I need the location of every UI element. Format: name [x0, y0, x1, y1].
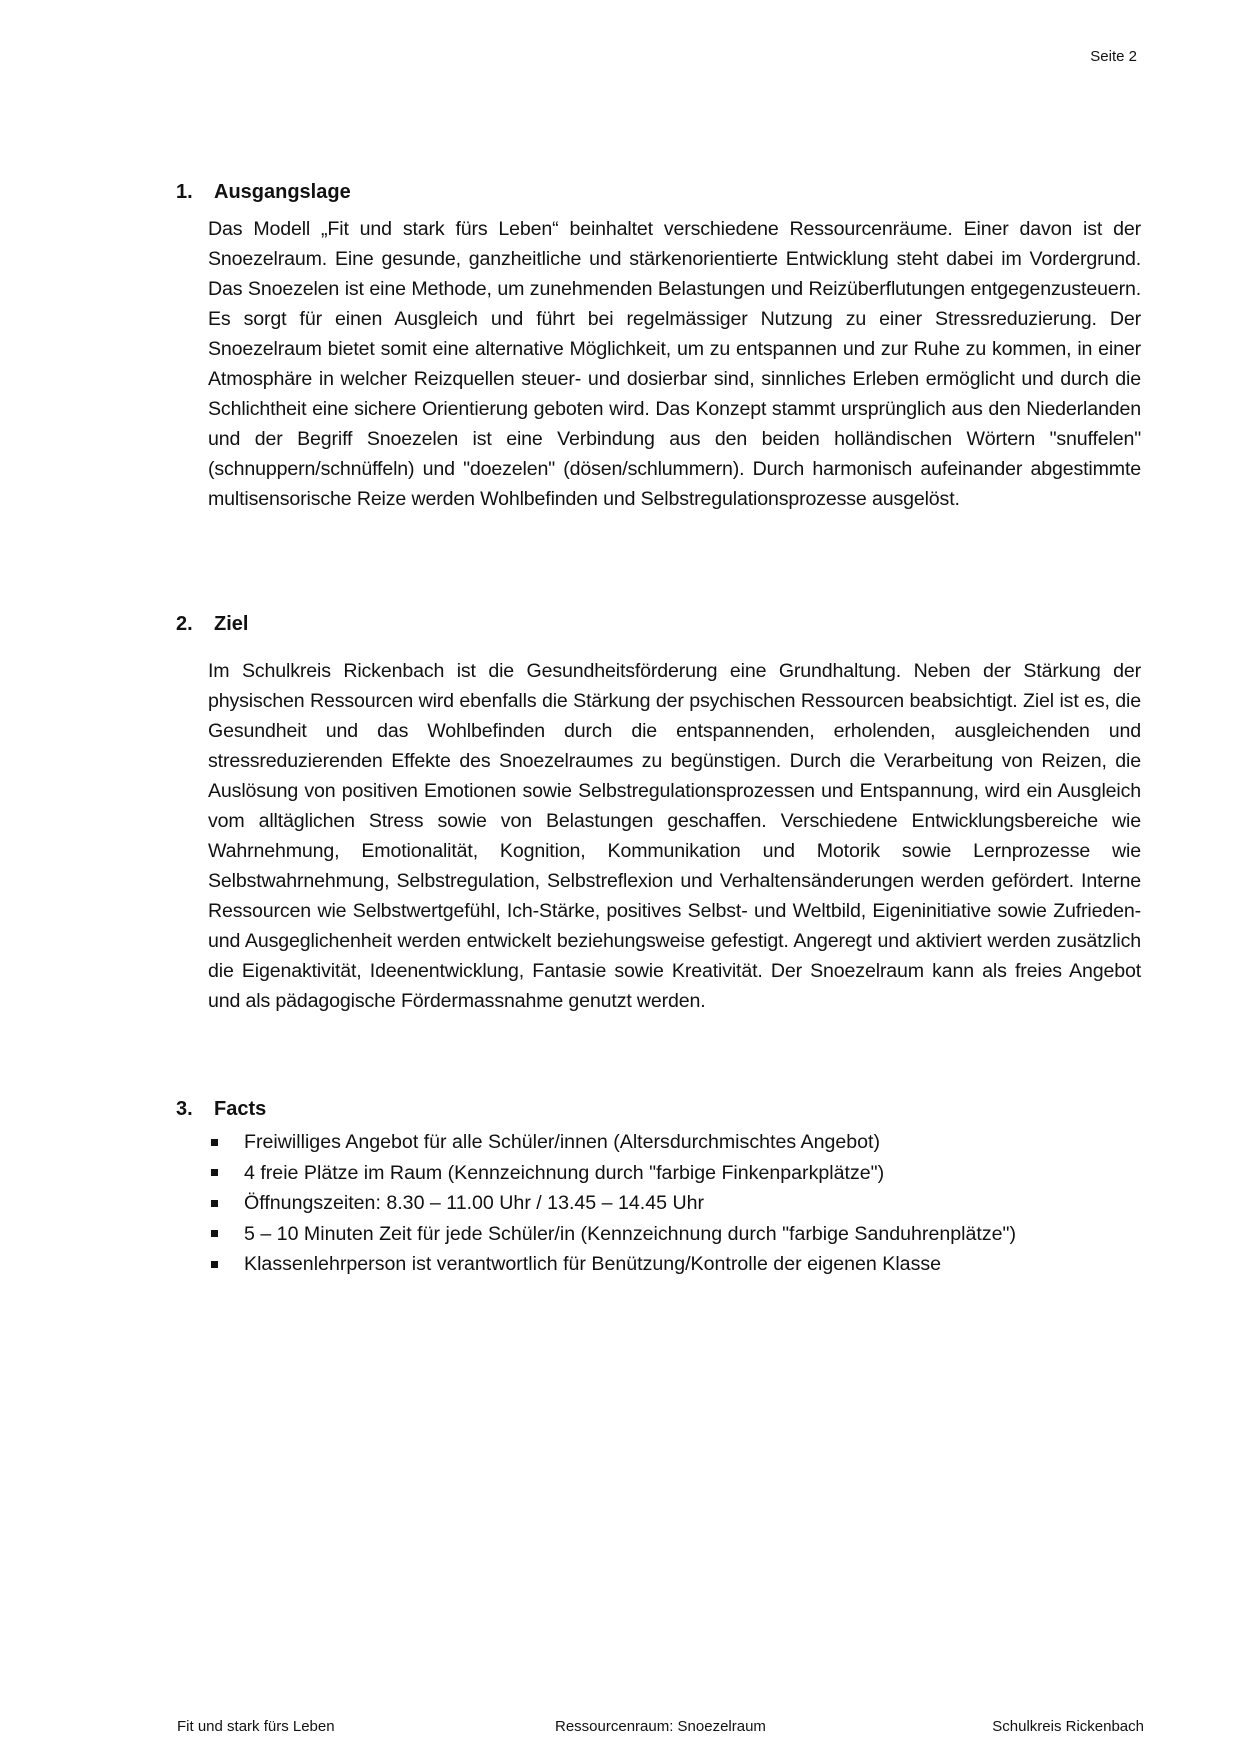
list-item-text: Klassenlehrperson ist verantwortlich für Benützung/Kontrolle der eigenen Klasse	[244, 1253, 942, 1275]
section-heading	[176, 1098, 1141, 1121]
section-title: Ausgangslage	[214, 181, 351, 203]
section-facts	[176, 1098, 1141, 1280]
square-bullet-icon	[211, 1200, 218, 1207]
section-number: 2.	[176, 613, 193, 635]
section-number: 1.	[176, 181, 193, 203]
square-bullet-icon	[211, 1169, 218, 1176]
section-title: Facts	[214, 1098, 267, 1120]
list-item-text: Freiwilliges Angebot für alle Schüler/innen (Altersdurchmischtes Angebot)	[244, 1131, 881, 1153]
list-item-text: 5 – 10 Minuten Zeit für jede Schüler/in (Kennzeichnung durch "farbige Sanduhrenplätze")	[244, 1222, 1017, 1245]
section-heading	[176, 613, 1141, 636]
square-bullet-icon	[211, 1261, 218, 1268]
list-item	[208, 1219, 1141, 1250]
list-item	[208, 1249, 1141, 1280]
section-body: Im Schulkreis Rickenbach ist die Gesundheitsförderung eine Grundhaltung. Neben der Stärkung der physischen Ressourcen wird ebenfalls die Stärkung der psychischen Ressourcen beabsichtigt. Ziel ist es, die Gesundheit und das Wohlbefinden durch die entspannenden, erholenden, ausgleichenden und stressreduzierenden Effekte des Snoezelraumes zu begünstigen. Durch die Verarbeitung von Reizen, die Auslösung von positiven Emotionen sowie Selbstregulationsprozessen und Entspannung, wird ein Ausgleich vom alltäglichen Stress sowie von Belastungen geschaffen. Verschiedene Entwicklungsbereiche wie Wahrnehmung, Emotionalität, Kognition, Kommunikation und Motorik sowie Lernprozesse wie Selbstwahrnehmung, Selbstregulation, Selbstreflexion und Verhaltensänderungen werden gefördert. Interne Ressourcen wie Selbstwertgefühl, Ich-Stärke, positives Selbst- und Weltbild, Eigeninitiative sowie Zufrieden- und Ausgeglichenheit werden entwickelt beziehungsweise gefestigt. Angeregt und aktiviert werden zusätzlich die Eigenaktivität, Ideenentwicklung, Fantasie sowie Kreativität. Der Snoezelraum kann als freies Angebot und als pädagogische Fördermassnahme genutzt werden.	[208, 660, 1141, 1012]
footer-left: Fit und stark fürs Leben	[177, 1718, 335, 1735]
list-item-text: 4 freie Plätze im Raum (Kennzeichnung durch "farbige Finkenparkplätze")	[244, 1161, 885, 1184]
list-item	[208, 1127, 1141, 1158]
page-number: Seite 2	[1090, 48, 1137, 65]
section-number: 3.	[176, 1098, 193, 1120]
list-item	[208, 1158, 1141, 1189]
square-bullet-icon	[211, 1230, 218, 1237]
section-ziel	[176, 613, 1141, 1016]
facts-list	[176, 1127, 1141, 1280]
list-item-text: Öffnungszeiten: 8.30 – 11.00 Uhr / 13.45 – 14.45 Uhr	[244, 1192, 705, 1214]
section-ausgangslage	[176, 181, 1141, 514]
footer-right: Schulkreis Rickenbach	[992, 1718, 1144, 1735]
footer-center: Ressourcenraum: Snoezelraum	[555, 1718, 766, 1735]
list-item	[208, 1188, 1141, 1219]
section-heading	[176, 181, 1141, 204]
square-bullet-icon	[211, 1139, 218, 1146]
section-title: Ziel	[214, 613, 249, 635]
section-body: Das Modell „Fit und stark fürs Leben“ beinhaltet verschiedene Ressourcenräume. Einer davon ist der Snoezelraum. Eine gesunde, ganzheitliche und stärkenorientierte Entwicklung steht dabei im Vordergrund. Das Snoezelen ist eine Methode, um zunehmenden Belastungen und Reizüberflutungen entgegenzusteuern. Es sorgt für einen Ausgleich und führt bei regelmässiger Nutzung zu einer Stressreduzierung. Der Snoezelraum bietet somit eine alternative Möglichkeit, um zu entspannen und zur Ruhe zu kommen, in einer Atmosphäre in welcher Reizquellen steuer- und dosierbar sind, sinnliches Erleben ermöglicht und durch die Schlichtheit eine sichere Orientierung geboten wird. Das Konzept stammt ursprünglich aus den Niederlanden und der Begriff Snoezelen ist eine Verbindung aus den beiden holländischen Wörtern "snuffelen" (schnuppern/schnüffeln) und "doezelen" (dösen/schlummern). Durch harmonisch aufeinander abgestimmte multisensorische Reize werden Wohlbefinden und Selbstregulationsprozesse ausgelöst.	[208, 218, 1141, 510]
